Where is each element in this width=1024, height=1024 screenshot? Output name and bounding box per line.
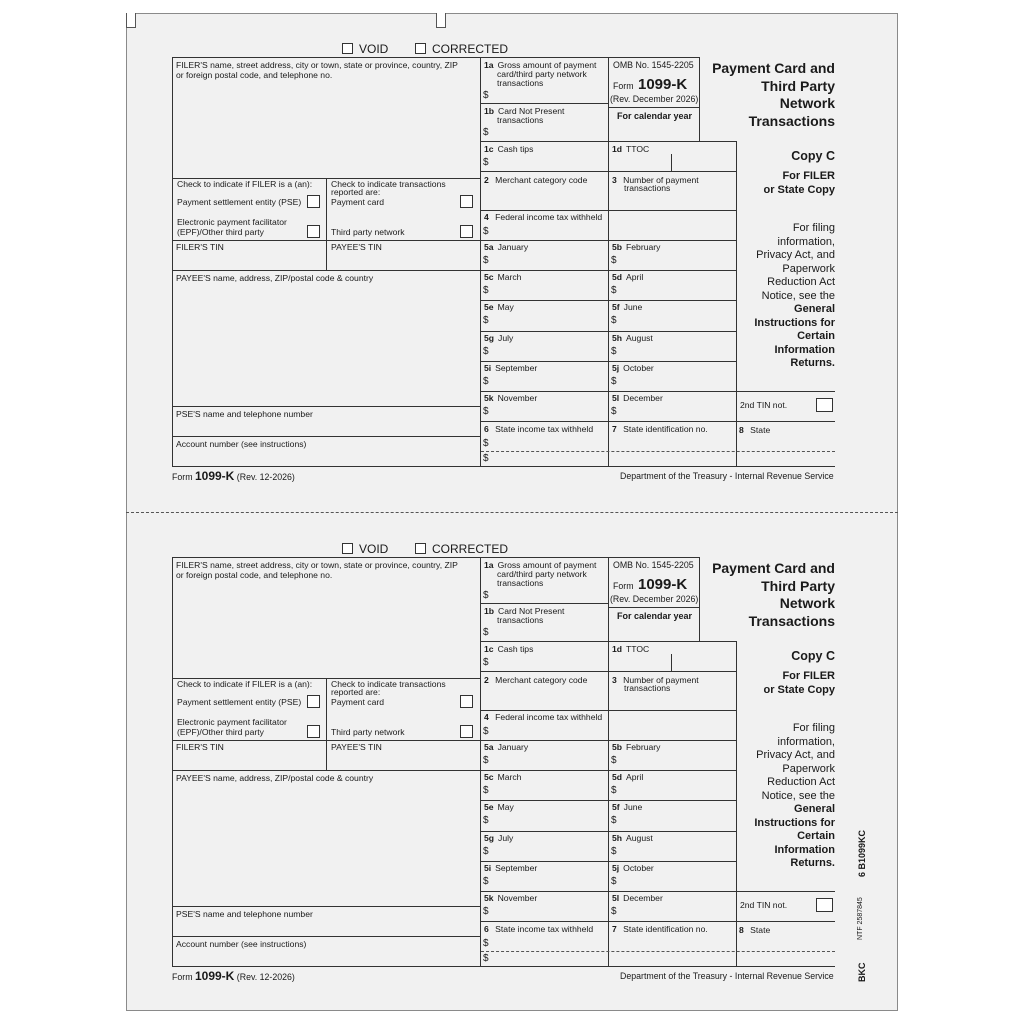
rule xyxy=(608,607,699,608)
month-box-field[interactable]: $ xyxy=(611,285,617,297)
month-box-field[interactable]: $ xyxy=(483,906,489,917)
month-box-label: 5c March xyxy=(484,272,522,283)
rule xyxy=(480,710,736,711)
pse-name-label: PSE'S name and telephone number xyxy=(176,409,313,419)
rule xyxy=(480,141,736,142)
month-box-label: 5a January xyxy=(484,242,529,252)
month-box-field[interactable]: $ xyxy=(483,845,489,857)
payee-tin-label: PAYEE'S TIN xyxy=(331,742,382,752)
month-box-label: 5i September xyxy=(484,362,538,373)
form-title: Payment Card and Third Party Network Transactions xyxy=(712,60,835,129)
rule xyxy=(172,436,480,437)
corrected-label: CORRECTED xyxy=(432,542,509,556)
for-filer-label: For FILER or State Copy xyxy=(763,170,835,196)
box-4-field[interactable]: $ xyxy=(483,726,489,737)
month-box-label: 5j October xyxy=(612,362,654,373)
second-tin-checkbox[interactable] xyxy=(816,398,833,412)
month-box-field[interactable]: $ xyxy=(483,875,489,887)
box-2-label: 2 Merchant category code xyxy=(484,175,588,185)
corrected-checkbox[interactable] xyxy=(415,43,426,54)
form-number-header: Form 1099-K xyxy=(613,76,688,93)
box-6-field-2[interactable]: $ xyxy=(483,953,489,964)
box-1a-label-cont: card/third party network xyxy=(497,69,587,79)
corrected-checkbox[interactable] xyxy=(415,543,426,554)
third-party-network-label: Third party network xyxy=(331,227,405,237)
transactions-type-label-cont: reported are: xyxy=(331,187,381,197)
rule xyxy=(172,557,699,558)
rule xyxy=(480,861,736,862)
box-1d-field[interactable] xyxy=(610,656,734,670)
box-6-label: 6 State income tax withheld xyxy=(484,424,594,434)
rule xyxy=(480,891,736,892)
second-tin-label: 2nd TIN not. xyxy=(740,400,788,410)
box-3-label: 3 Number of payment xyxy=(612,675,699,685)
account-number-label: Account number (see instructions) xyxy=(176,939,307,949)
month-box-label: 5h August xyxy=(612,832,653,843)
box-1a-label: 1a Gross amount of payment xyxy=(484,560,597,570)
rule xyxy=(480,921,736,922)
corrected-label: CORRECTED xyxy=(432,42,509,56)
void-checkbox[interactable] xyxy=(342,43,353,54)
box-1b-label: 1b Card Not Present xyxy=(484,106,565,116)
rule xyxy=(172,240,480,241)
payment-card-label: Payment card xyxy=(331,697,385,707)
rule xyxy=(480,240,736,241)
revision-date: (Rev. December 2026) xyxy=(610,594,699,604)
epf-label: Electronic payment facilitator xyxy=(177,717,287,727)
transactions-type-label: Check to indicate transactions xyxy=(331,679,446,689)
month-box-field[interactable]: $ xyxy=(611,785,617,797)
month-box-label: 5c March xyxy=(484,772,522,783)
box-3-label-cont: transactions xyxy=(624,183,671,193)
instructions-text: For filing information, Privacy Act, and Paperwork Reduction Act Notice, see the General Instructions for Certain Information Returns. xyxy=(754,722,835,869)
box-1a-label: 1a Gross amount of payment xyxy=(484,60,597,70)
box-1a-field[interactable]: $ xyxy=(483,90,489,101)
month-box-field[interactable]: $ xyxy=(483,755,489,766)
rule xyxy=(480,603,608,604)
epf-checkbox[interactable] xyxy=(307,225,320,238)
month-box-label: 5h August xyxy=(612,332,653,343)
month-box-label: 5l December xyxy=(612,893,663,903)
box-6-field-1[interactable]: $ xyxy=(483,938,489,949)
rule xyxy=(172,270,480,271)
payment-card-checkbox[interactable] xyxy=(460,695,473,708)
omb-number: OMB No. 1545-2205 xyxy=(613,60,694,70)
rule xyxy=(480,103,608,104)
epf-label: Electronic payment facilitator xyxy=(177,217,287,227)
box-1a-field[interactable]: $ xyxy=(483,590,489,601)
month-box-field[interactable]: $ xyxy=(611,845,617,857)
footer-department: Department of the Treasury - Internal Revenue Service xyxy=(620,471,834,481)
state-divider xyxy=(481,451,835,452)
payee-name-label: PAYEE'S name, address, ZIP/postal code & country xyxy=(176,773,374,783)
void-label: VOID xyxy=(359,42,389,56)
payee-name-field[interactable] xyxy=(173,785,479,905)
margin-code-secondary: NTF 2587845 xyxy=(857,897,864,940)
rule xyxy=(736,891,835,892)
box-7-label: 7 State identification no. xyxy=(612,924,708,934)
month-box-label: 5l December xyxy=(612,393,663,403)
month-box-label: 5d April xyxy=(612,772,644,783)
calendar-year-label: For calendar year xyxy=(617,111,693,121)
rule xyxy=(480,557,481,966)
filer-type-label: Check to indicate if FILER is a (an): xyxy=(177,179,313,189)
account-number-label: Account number (see instructions) xyxy=(176,439,307,449)
form-copy-top xyxy=(0,0,1024,483)
form-number-header: Form 1099-K xyxy=(613,576,688,593)
box-1a-label-cont2: transactions xyxy=(497,578,544,588)
rule xyxy=(480,361,736,362)
box-1b-field[interactable]: $ xyxy=(483,627,489,638)
box-1b-label: 1b Card Not Present xyxy=(484,606,565,616)
month-box-label: 5b February xyxy=(612,242,661,252)
rule xyxy=(480,671,736,672)
month-box-field[interactable]: $ xyxy=(611,255,617,266)
month-box-label: 5d April xyxy=(612,272,644,283)
filer-tin-label: FILER'S TIN xyxy=(176,242,224,252)
payee-name-label: PAYEE'S name, address, ZIP/postal code & country xyxy=(176,273,374,283)
filer-name-field[interactable] xyxy=(173,582,479,677)
pse-name-label: PSE'S name and telephone number xyxy=(176,909,313,919)
month-box-field[interactable]: $ xyxy=(611,375,617,387)
month-box-label: 5i September xyxy=(484,862,538,873)
pse-label: Payment settlement entity (PSE) xyxy=(177,197,302,207)
footer-form-id: Form 1099-K (Rev. 12-2026) xyxy=(172,469,295,483)
transactions-type-label-cont: reported are: xyxy=(331,687,381,697)
rule xyxy=(608,107,699,108)
month-box-label: 5g July xyxy=(484,332,514,343)
form-title: Payment Card and Third Party Network Transactions xyxy=(712,560,835,629)
month-box-field[interactable]: $ xyxy=(483,785,489,797)
box-1c-field[interactable]: $ xyxy=(483,657,489,668)
box-1b-field[interactable]: $ xyxy=(483,127,489,138)
for-filer-label: For FILER or State Copy xyxy=(763,670,835,696)
rule xyxy=(480,770,736,771)
instructions-text: For filing information, Privacy Act, and Paperwork Reduction Act Notice, see the General Instructions for Certain Information Returns. xyxy=(754,222,835,369)
rule xyxy=(480,171,736,172)
rule xyxy=(480,210,736,211)
rule xyxy=(480,740,736,741)
box-3-field[interactable] xyxy=(610,694,734,708)
box-1c-field[interactable]: $ xyxy=(483,157,489,168)
box-1d-field[interactable] xyxy=(610,156,734,170)
filer-type-label: Check to indicate if FILER is a (an): xyxy=(177,679,313,689)
box-1c-label: 1c Cash tips xyxy=(484,144,534,154)
rule xyxy=(172,406,480,407)
rule xyxy=(480,391,736,392)
margin-code-primary: 6 B1099KC xyxy=(857,829,867,877)
box-1a-label-cont2: transactions xyxy=(497,78,544,88)
rule xyxy=(172,966,835,967)
box-4-label: 4 Federal income tax withheld xyxy=(484,712,603,722)
box-3-label-cont: transactions xyxy=(624,683,671,693)
second-tin-checkbox[interactable] xyxy=(816,898,833,912)
epf-checkbox[interactable] xyxy=(307,725,320,738)
copy-label: Copy C xyxy=(791,149,835,163)
month-box-field[interactable]: $ xyxy=(611,815,617,827)
month-box-field[interactable]: $ xyxy=(483,255,489,266)
month-box-label: 5k November xyxy=(484,893,538,903)
rule xyxy=(480,57,481,466)
month-box-field[interactable]: $ xyxy=(483,815,489,827)
box-8-label: 8 State xyxy=(739,925,771,935)
rule xyxy=(736,421,835,422)
month-box-field[interactable]: $ xyxy=(611,875,617,887)
rule xyxy=(608,557,609,966)
filer-tin-label: FILER'S TIN xyxy=(176,742,224,752)
omb-number: OMB No. 1545-2205 xyxy=(613,560,694,570)
box-1b-label-cont: transactions xyxy=(497,115,544,125)
copy-label: Copy C xyxy=(791,649,835,663)
third-party-network-label: Third party network xyxy=(331,727,405,737)
filer-name-label-cont: or foreign postal code, and telephone no. xyxy=(176,70,333,80)
month-box-field[interactable]: $ xyxy=(483,375,489,387)
box-4-label: 4 Federal income tax withheld xyxy=(484,212,603,222)
payment-card-checkbox[interactable] xyxy=(460,195,473,208)
payment-card-label: Payment card xyxy=(331,197,385,207)
pse-checkbox[interactable] xyxy=(307,195,320,208)
month-box-field[interactable]: $ xyxy=(611,755,617,766)
box-6-field-1[interactable]: $ xyxy=(483,438,489,449)
month-box-field[interactable]: $ xyxy=(483,345,489,357)
box-6-field-2[interactable]: $ xyxy=(483,453,489,464)
payee-tin-label: PAYEE'S TIN xyxy=(331,242,382,252)
rule xyxy=(172,936,480,937)
rule xyxy=(480,800,736,801)
month-box-label: 5f June xyxy=(612,302,643,313)
third-party-network-checkbox[interactable] xyxy=(460,725,473,738)
state-divider xyxy=(481,951,835,952)
pse-checkbox[interactable] xyxy=(307,695,320,708)
margin-code-tertiary: BKC xyxy=(857,962,867,982)
month-box-field[interactable]: $ xyxy=(483,406,489,417)
box-6-label: 6 State income tax withheld xyxy=(484,924,594,934)
month-box-field[interactable]: $ xyxy=(483,285,489,297)
rule xyxy=(172,906,480,907)
box-1a-label-cont: card/third party network xyxy=(497,569,587,579)
calendar-year-field[interactable] xyxy=(610,624,696,639)
month-box-field[interactable]: $ xyxy=(611,406,617,417)
rule xyxy=(480,331,736,332)
box-1b-label-cont: transactions xyxy=(497,615,544,625)
month-box-field[interactable]: $ xyxy=(611,315,617,327)
filer-name-field[interactable] xyxy=(173,82,479,177)
payee-name-field[interactable] xyxy=(173,285,479,405)
second-tin-label: 2nd TIN not. xyxy=(740,900,788,910)
rule xyxy=(326,678,327,770)
box-3-field[interactable] xyxy=(610,194,734,208)
month-box-label: 5g July xyxy=(484,832,514,843)
box-2-field[interactable] xyxy=(482,688,606,708)
rule xyxy=(480,300,736,301)
rule xyxy=(736,391,835,392)
box-4-field[interactable]: $ xyxy=(483,226,489,237)
month-box-label: 5a January xyxy=(484,742,529,752)
epf-label-cont: (EPF)/Other third party xyxy=(177,727,264,737)
box-8-label: 8 State xyxy=(739,425,771,435)
rule xyxy=(736,921,835,922)
rule xyxy=(480,831,736,832)
rule xyxy=(480,641,736,642)
month-box-label: 5k November xyxy=(484,393,538,403)
void-label: VOID xyxy=(359,542,389,556)
month-box-label: 5e May xyxy=(484,302,514,313)
rule xyxy=(172,740,480,741)
footer-form-id: Form 1099-K (Rev. 12-2026) xyxy=(172,969,295,983)
box-7-label: 7 State identification no. xyxy=(612,424,708,434)
month-box-label: 5j October xyxy=(612,862,654,873)
footer-department: Department of the Treasury - Internal Revenue Service xyxy=(620,971,834,981)
rule xyxy=(326,178,327,270)
transactions-type-label: Check to indicate transactions xyxy=(331,179,446,189)
box-1d-label: 1d TTOC xyxy=(612,144,650,154)
filer-name-label: FILER'S name, street address, city or town, state or province, country, ZIP xyxy=(176,560,458,570)
rule xyxy=(172,466,835,467)
rule xyxy=(608,57,609,466)
month-box-label: 5e May xyxy=(484,802,514,813)
filer-name-label-cont: or foreign postal code, and telephone no. xyxy=(176,570,333,580)
month-box-field[interactable]: $ xyxy=(611,906,617,917)
revision-date: (Rev. December 2026) xyxy=(610,94,699,104)
epf-label-cont: (EPF)/Other third party xyxy=(177,227,264,237)
rule xyxy=(480,421,736,422)
rule xyxy=(172,770,480,771)
box-2-label: 2 Merchant category code xyxy=(484,675,588,685)
month-box-label: 5b February xyxy=(612,742,661,752)
calendar-year-label: For calendar year xyxy=(617,611,693,621)
filer-name-label: FILER'S name, street address, city or town, state or province, country, ZIP xyxy=(176,60,458,70)
month-box-field[interactable]: $ xyxy=(483,315,489,327)
rule xyxy=(172,57,699,58)
pse-label: Payment settlement entity (PSE) xyxy=(177,697,302,707)
box-1c-label: 1c Cash tips xyxy=(484,644,534,654)
month-box-label: 5f June xyxy=(612,802,643,813)
void-checkbox[interactable] xyxy=(342,543,353,554)
third-party-network-checkbox[interactable] xyxy=(460,225,473,238)
box-2-field[interactable] xyxy=(482,188,606,208)
calendar-year-field[interactable] xyxy=(610,124,696,139)
box-3-label: 3 Number of payment xyxy=(612,175,699,185)
box-1d-label: 1d TTOC xyxy=(612,644,650,654)
month-box-field[interactable]: $ xyxy=(611,345,617,357)
rule xyxy=(480,270,736,271)
